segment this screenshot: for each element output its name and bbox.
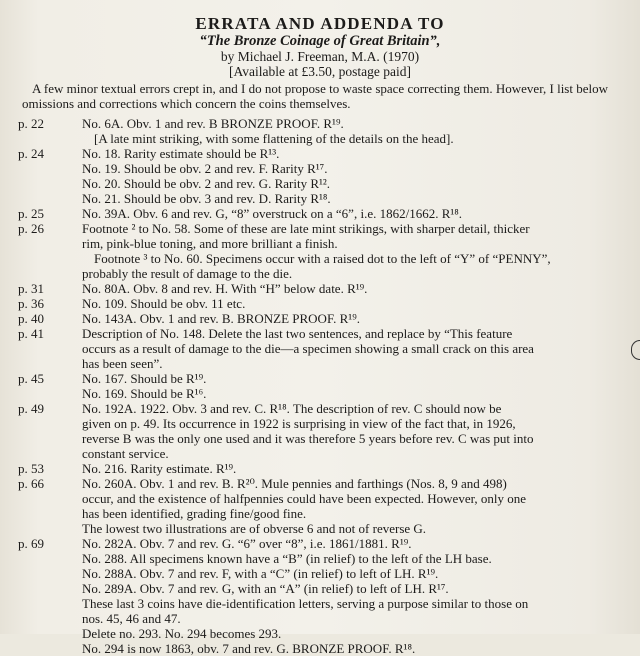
entry-line: constant service. [82, 446, 169, 461]
errata-entry [18, 281, 626, 296]
errata-entry [18, 221, 626, 281]
entry-line: Footnote ² to No. 58. Some of these are late mint strikings, with sharper detail, thicker [82, 221, 530, 236]
entry-line: occur, and the existence of halfpennies could have been expected. However, only one [82, 491, 527, 506]
entry-line: No. 143A. Obv. 1 and rev. B. BRONZE PROOF. R¹⁹. [82, 311, 360, 326]
author-byline: by Michael J. Freeman, M.A. (1970) [220, 49, 420, 64]
entry-line: Description of No. 148. Delete the last two sentences, and replace by “This feature [82, 326, 513, 341]
entry-line: These last 3 coins have die-identification letters, serving a purpose similar to those on [82, 596, 529, 611]
page-reference: p. 36 [18, 296, 44, 311]
page-reference: p. 22 [18, 116, 44, 131]
page-reference: p. 31 [18, 281, 44, 296]
errata-entry [18, 296, 626, 311]
entry-line: No. 20. Should be obv. 2 and rev. G. Rarity R¹². [82, 176, 331, 191]
entry-line: reverse B was the only one used and it was therefore 5 years before rev. C was put into [82, 431, 534, 446]
entry-line: No. 19. Should be obv. 2 and rev. F. Rarity R¹⁷. [82, 161, 328, 176]
entry-line: No. 18. Rarity estimate should be R¹³. [82, 146, 280, 161]
book-title: “The Bronze Coinage of Great Britain”, [199, 33, 441, 49]
intro-paragraph: A few minor textual errors crept in, and I do not propose to waste space correcting them. However, I list below omissions and corrections which concern the coins themselves. [22, 81, 608, 111]
errata-entry [18, 461, 626, 476]
entry-line: occurs as a result of damage to the die—a specimen showing a small crack on this area [82, 341, 534, 356]
entry-line: No. 21. Should be obv. 3 and rev. D. Rarity R¹⁸. [82, 191, 331, 206]
entry-line: No. 216. Rarity estimate. R¹⁹. [82, 461, 237, 476]
entry-line: No. 39A. Obv. 6 and rev. G, “8” overstruck on a “6”, i.e. 1862/1662. R¹⁸. [82, 206, 463, 221]
entry-line: No. 288. All specimens known have a “B” (in relief) to the left of the LH base. [82, 551, 492, 566]
errata-entry [18, 311, 626, 326]
entry-line: Footnote ³ to No. 60. Specimens occur with a raised dot to the left of “Y” of “PENNY”, [94, 251, 551, 266]
entry-line: has been seen”. [82, 356, 163, 371]
entry-line: nos. 45, 46 and 47. [82, 611, 181, 626]
page-reference: p. 45 [18, 371, 44, 386]
page-reference: p. 41 [18, 326, 44, 341]
entry-line: No. 80A. Obv. 8 and rev. H. With “H” below date. R¹⁹. [82, 281, 368, 296]
page-reference: p. 40 [18, 311, 44, 326]
errata-list [18, 116, 626, 656]
entry-line: [A late mint striking, with some flattening of the details on the head]. [94, 131, 454, 146]
page-reference: p. 24 [18, 146, 44, 161]
errata-entry [18, 326, 626, 371]
availability-note: [Available at £3.50, postage paid] [229, 64, 411, 79]
entry-line: No. 6A. Obv. 1 and rev. B BRONZE PROOF. R¹⁹. [82, 116, 344, 131]
binding-mark [631, 340, 640, 360]
entry-line: probably the result of damage to the die. [82, 266, 293, 281]
entry-line: No. 109. Should be obv. 11 etc. [82, 296, 246, 311]
errata-entry [18, 401, 626, 461]
errata-entry [18, 536, 626, 656]
entry-line: No. 289A. Obv. 7 and rev. G, with an “A” (in relief) to left of LH. R¹⁷. [82, 581, 449, 596]
entry-line: No. 167. Should be R¹⁹. [82, 371, 207, 386]
page-reference: p. 49 [18, 401, 44, 416]
page-title: ERRATA AND ADDENDA TO [195, 14, 445, 33]
entry-line: No. 288A. Obv. 7 and rev. F, with a “C” (in relief) to left of LH. R¹⁹. [82, 566, 439, 581]
entry-line: given on p. 49. Its occurrence in 1922 is surprising in view of the fact that, in 1926, [82, 416, 516, 431]
page-reference: p. 26 [18, 221, 44, 236]
errata-entry [18, 476, 626, 536]
entry-line: has been identified, grading fine/good fine. [82, 506, 307, 521]
entry-line: No. 282A. Obv. 7 and rev. G. “6” over “8”, i.e. 1861/1881. R¹⁹. [82, 536, 412, 551]
errata-entry [18, 206, 626, 221]
entry-line: The lowest two illustrations are of obverse 6 and not of reverse G. [82, 521, 427, 536]
entry-line: No. 294 is now 1863, obv. 7 and rev. G. BRONZE PROOF. R¹⁸. [82, 641, 416, 656]
page-reference: p. 66 [18, 476, 44, 491]
entry-line: No. 260A. Obv. 1 and rev. B. R²⁰. Mule pennies and farthings (Nos. 8, 9 and 498) [82, 476, 507, 491]
page-reference: p. 53 [18, 461, 44, 476]
entry-line: rim, pink-blue toning, and more brilliant a finish. [82, 236, 338, 251]
entry-line: Delete no. 293. No. 294 becomes 293. [82, 626, 282, 641]
entry-line: No. 169. Should be R¹⁶. [82, 386, 207, 401]
errata-entry [18, 116, 626, 146]
page-reference: p. 69 [18, 536, 44, 551]
errata-entry [18, 146, 626, 206]
entry-line: No. 192A. 1922. Obv. 3 and rev. C. R¹⁸. The description of rev. C should now be [82, 401, 502, 416]
errata-entry [18, 371, 626, 401]
page-reference: p. 25 [18, 206, 44, 221]
